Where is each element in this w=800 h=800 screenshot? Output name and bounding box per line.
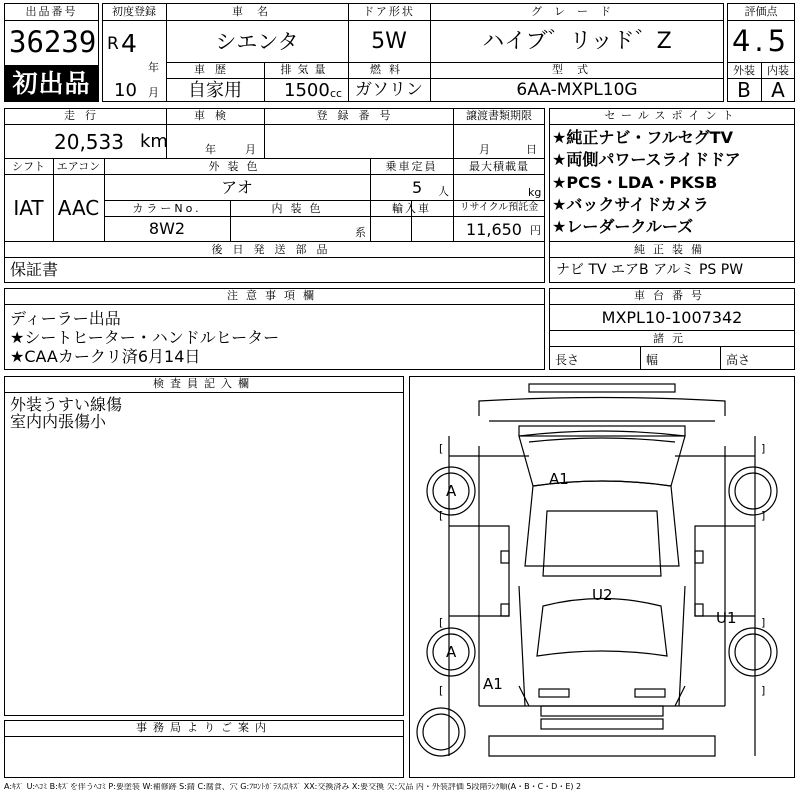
dimension-width: 幅 xyxy=(646,353,659,367)
mileage-header: 走行 xyxy=(64,109,106,122)
transfer-month-unit: 月 xyxy=(479,143,490,156)
history-value: 自家用 xyxy=(188,80,242,101)
registration-month: 10 xyxy=(114,80,137,101)
registration-month-unit: 月 xyxy=(148,86,159,99)
damage-mark-roof: U2 xyxy=(592,586,613,604)
interior-color-unit: 系 xyxy=(355,226,366,239)
rear-right-wheel xyxy=(729,628,777,676)
car-name: シエンタ xyxy=(215,30,299,54)
exterior-score: B xyxy=(737,78,751,102)
displacement-unit: cc xyxy=(330,87,343,100)
svg-text:]: ] xyxy=(761,509,766,522)
sales-points-header: セールスポイント xyxy=(604,109,740,122)
capacity-header: 乗車定員 xyxy=(385,160,438,173)
chassis-header: 車台番号 xyxy=(634,289,710,302)
rear-window xyxy=(537,599,667,657)
lot-number: 36239 xyxy=(9,25,97,59)
legend-footer: A:ｷｽﾞ U:ﾍｺﾐ B:ｷｽﾞを伴うﾍｺﾐ P:要塗装 W:補修跡 S:錆 C:腐食、穴 G:ﾌﾛﾝﾄｶﾞﾗｽ点ｷｽﾞ XX:交換済み X:要交換 欠:欠品 内・外装評価 5段階ﾗﾝｸ順(A・B・C・D・E) 2 xyxy=(4,783,582,791)
svg-text:[: [ xyxy=(439,616,444,629)
damage-mark-rear-left-wheel: A xyxy=(446,643,457,661)
sales-point-item: ★レーダークルーズ xyxy=(552,217,694,236)
note-item: ディーラー出品 xyxy=(10,309,121,328)
interior-score-header: 内装 xyxy=(767,64,789,77)
color-no-value: 8W2 xyxy=(148,219,186,238)
grade-header: グレード xyxy=(531,5,623,18)
load-unit: kg xyxy=(528,186,542,199)
rear-bumper xyxy=(539,689,569,697)
sales-point-item: ★両側パワースライドドア xyxy=(552,150,741,169)
recycle-value: 11,650 xyxy=(466,220,522,239)
roof-outline xyxy=(525,481,679,566)
mileage-value: 20,533 xyxy=(54,130,124,154)
shift-value: IAT xyxy=(13,196,44,220)
dimensions-header: 諸元 xyxy=(653,332,691,345)
capacity-value: 5 xyxy=(412,178,423,197)
displacement-header: 排気量 xyxy=(280,63,332,76)
svg-text:]: ] xyxy=(761,616,766,629)
office-header: 事務局よりご案内 xyxy=(136,721,272,734)
grade: ハイブ゛リッド゛Z xyxy=(482,29,672,54)
car-name-header: 車名 xyxy=(232,5,282,18)
dimension-length: 長さ xyxy=(555,353,580,367)
svg-text:[: [ xyxy=(439,684,444,697)
capacity-unit: 人 xyxy=(438,185,449,198)
color-no-header: カラーNo. xyxy=(132,202,202,215)
recycle-unit: 円 xyxy=(530,224,541,237)
mileage-unit: km xyxy=(140,131,168,152)
fuel-header: 燃料 xyxy=(370,63,408,76)
damage-mark-rear-left-quarter: A1 xyxy=(483,675,503,693)
inspection-header: 車検 xyxy=(194,109,236,122)
front-right-wheel xyxy=(729,467,777,515)
import-header: 輸入車 xyxy=(392,202,431,215)
svg-text:]: ] xyxy=(761,684,766,697)
svg-text:[: [ xyxy=(439,509,444,522)
inspection-month-unit: 月 xyxy=(245,143,256,156)
lot-header: 出品番号 xyxy=(25,5,78,18)
door-type: 5W xyxy=(371,29,407,54)
registration-year-unit: 年 xyxy=(148,61,159,74)
interior-score: A xyxy=(771,78,785,102)
notes-header: 注意事項欄 xyxy=(227,289,322,302)
car-diagram xyxy=(409,376,795,778)
first-listing-label: 初出品 xyxy=(12,69,91,98)
sales-point-item: ★PCS・LDA・PKSB xyxy=(552,173,718,192)
svg-text:[: [ xyxy=(439,442,444,455)
transfer-header: 譲渡書類期限 xyxy=(466,109,532,122)
history-header: 車歴 xyxy=(194,63,236,76)
dimension-height: 高さ xyxy=(726,353,751,367)
sales-point-item: ★バックサイドカメラ xyxy=(552,195,709,214)
inspector-note: 外装うすい線傷 xyxy=(10,395,123,414)
front-hood-outline xyxy=(479,398,725,417)
inspector-note: 室内内張傷小 xyxy=(10,412,107,431)
chassis-number: MXPL10-1007342 xyxy=(601,308,743,327)
damage-mark-right-rear-door: U1 xyxy=(716,609,737,627)
later-parts-value: 保証書 xyxy=(10,260,59,279)
note-item: ★シートヒーター・ハンドルヒーター xyxy=(10,328,280,347)
score-value: 4.5 xyxy=(731,24,791,58)
inspector-header: 検査員記入欄 xyxy=(153,377,255,390)
later-parts-header: 後日発送部品 xyxy=(211,243,338,256)
model-value: 6AA-MXPL10G xyxy=(516,80,638,100)
model-header: 型式 xyxy=(552,63,602,76)
equipment-header: 純正装備 xyxy=(634,243,710,256)
displacement-value: 1500 xyxy=(284,80,330,101)
sales-point-item: ★純正ナビ・フルセグTV xyxy=(552,128,734,147)
load-header: 最大積載量 xyxy=(469,160,529,173)
note-item: ★CAAカークリ済6月14日 xyxy=(10,347,201,366)
exterior-color-header: 外装色 xyxy=(208,160,266,173)
door-header: ドア形状 xyxy=(363,5,415,18)
plate-header: 登録番号 xyxy=(316,109,401,122)
score-header: 評価点 xyxy=(744,5,778,18)
windshield xyxy=(519,431,685,486)
inspection-year-unit: 年 xyxy=(205,143,216,156)
spare-wheel xyxy=(417,708,465,756)
first-listing-badge xyxy=(4,65,99,102)
damage-mark-front-left-wheel: A xyxy=(446,482,457,500)
exterior-score-header: 外装 xyxy=(733,64,755,77)
registration-header: 初度登録 xyxy=(112,5,156,18)
aircon-value: AAC xyxy=(57,196,100,220)
transfer-day-unit: 日 xyxy=(526,143,537,156)
registration-era: R xyxy=(107,34,119,54)
exterior-color-value: アオ xyxy=(221,178,253,197)
interior-color-header: 内装色 xyxy=(271,202,329,215)
rear-outline xyxy=(489,736,715,756)
aircon-header: エアコン xyxy=(56,160,101,173)
recycle-header: リサイクル預託金 xyxy=(459,202,539,213)
equipment-value: ナビ TV エアB アルミ PS PW xyxy=(556,262,744,278)
fuel-value: ガソリン xyxy=(355,80,423,100)
svg-text:]: ] xyxy=(761,442,766,455)
damage-mark-hood: A1 xyxy=(549,470,569,488)
shift-header: シフト xyxy=(12,160,45,173)
front-bumper xyxy=(529,384,675,392)
registration-year: 4 xyxy=(121,29,137,58)
